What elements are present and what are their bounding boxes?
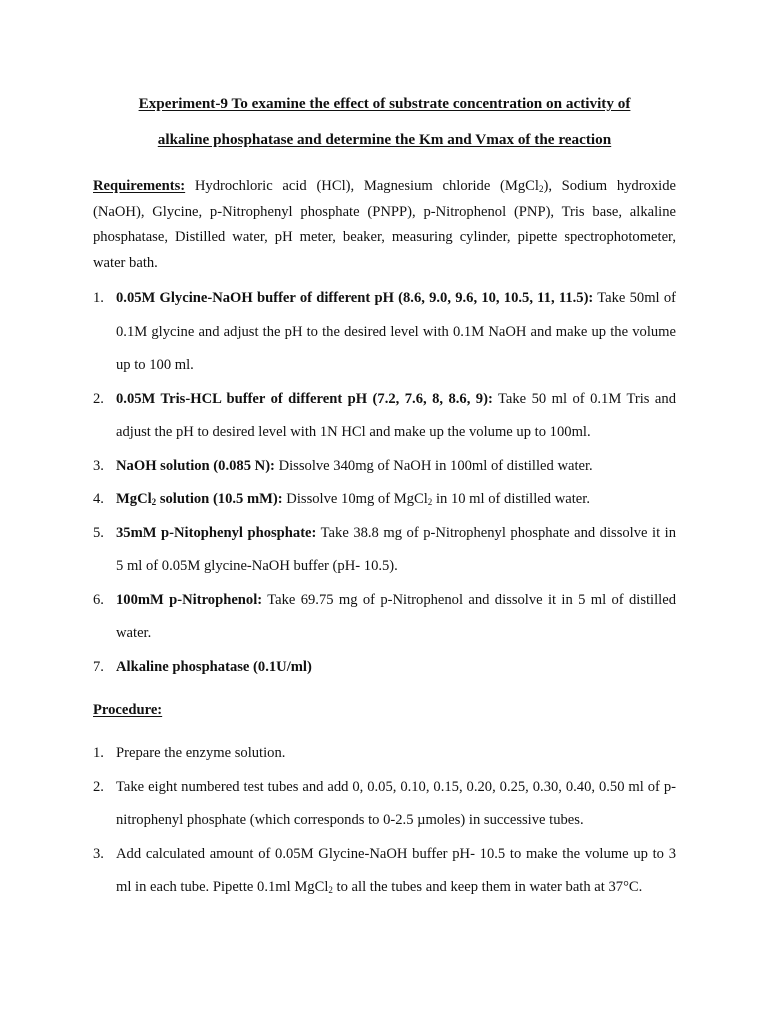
requirements-text-a: Hydrochloric acid (HCl), Magnesium chloride (MgCl	[185, 178, 539, 194]
reagent-number: 4.	[93, 491, 104, 507]
reagent-name: 100mM p-Nitrophenol:	[116, 591, 263, 608]
reagent-text: Dissolve 10mg of MgCl	[282, 491, 428, 507]
step-number: 1.	[93, 745, 104, 761]
requirements-label: Requirements:	[93, 178, 186, 194]
reagent-name: MgCl	[116, 491, 152, 507]
reagent-number: 3.	[93, 457, 104, 474]
reagent-item	[93, 517, 676, 584]
reagent-number: 7.	[93, 658, 104, 675]
procedure-step	[93, 838, 676, 905]
reagent-item	[93, 383, 676, 450]
procedure-heading: Procedure:	[93, 702, 163, 718]
reagent-text-rest: in 10 ml of distilled water.	[432, 491, 590, 507]
reagent-text-sub: 2	[427, 497, 433, 507]
step-text: Add calculated amount of 0.05M Glycine-NaOH buffer pH- 10.5 to make the volume up to 3 ml in each tube. Pipette 0.1ml MgCl	[116, 845, 676, 895]
step-number: 2.	[93, 778, 104, 795]
reagent-item	[93, 483, 676, 517]
page-title	[93, 86, 676, 158]
title-line-2: alkaline phosphatase and determine the Km and Vmax of the reaction	[157, 131, 612, 148]
step-number: 3.	[93, 845, 104, 862]
requirements-text-b: ), Sodium hydroxide (NaOH), Glycine, p-Nitrophenyl phosphate (PNPP), p-Nitrophenol (PNP), Tris base, alkaline phosphatase, Distilled water, pH meter, beaker, measuring cylinder, pipette spectrophotometer, water bath.	[93, 178, 676, 271]
reagent-name: NaOH solution (0.085 N):	[116, 457, 275, 474]
step-text: Take eight numbered test tubes and add 0, 0.05, 0.10, 0.15, 0.20, 0.25, 0.30, 0.40, 0.50 ml of p-nitrophenyl phosphate (which corresponds to 0-2.5 µmoles) in successive tubes.	[116, 778, 676, 828]
reagent-text: Dissolve 340mg of NaOH in 100ml of distilled water.	[274, 457, 593, 474]
step-text: Prepare the enzyme solution.	[116, 745, 286, 761]
reagent-name: 0.05M Tris-HCL buffer of different pH (7.2, 7.6, 8, 8.6, 9):	[116, 390, 493, 407]
step-text-rest: to all the tubes and keep them in water bath at 37°C.	[332, 879, 643, 895]
procedure-heading-row	[93, 694, 676, 727]
reagent-number: 5.	[93, 524, 104, 541]
procedure-list	[93, 737, 676, 905]
reagent-item	[93, 450, 676, 484]
reagent-name: 0.05M Glycine-NaOH buffer of different pH (8.6, 9.0, 9.6, 10, 10.5, 11, 11.5):	[116, 290, 594, 306]
step-text-sub: 2	[328, 885, 333, 895]
reagent-list	[93, 282, 676, 684]
procedure-step	[93, 771, 676, 838]
reagent-text: Take 50ml of 0.1M glycine and adjust the pH to the desired level with 0.1M NaOH and make up the volume up to 100 ml.	[116, 290, 676, 373]
reagent-text: Take 69.75 mg of p-Nitrophenol and dissolve it in 5 ml of distilled water.	[116, 591, 676, 641]
reagent-name-rest: solution (10.5 mM):	[156, 491, 283, 507]
reagent-item	[93, 651, 676, 685]
requirements-paragraph	[93, 174, 676, 276]
reagent-text: Take 50 ml of 0.1M Tris and adjust the pH to desired level with 1N HCl and make up the volume up to 100ml.	[116, 390, 676, 440]
reagent-name: 35mM p-Nitophenyl phosphate:	[116, 524, 317, 541]
procedure-step	[93, 737, 676, 771]
reagent-number: 1.	[93, 290, 104, 306]
title-line-1: Experiment-9 To examine the effect of substrate concentration on activity of	[138, 95, 631, 112]
reagent-number: 6.	[93, 591, 104, 608]
reagent-number: 2.	[93, 390, 104, 407]
reagent-item	[93, 282, 676, 383]
reagent-text: Take 38.8 mg of p-Nitrophenyl phosphate and dissolve it in 5 ml of 0.05M glycine-NaOH buffer (pH- 10.5).	[116, 524, 676, 574]
reagent-item	[93, 584, 676, 651]
requirements-sub: 2	[538, 184, 544, 194]
reagent-name-sub: 2	[151, 497, 157, 507]
reagent-name: Alkaline phosphatase (0.1U/ml)	[116, 658, 312, 675]
